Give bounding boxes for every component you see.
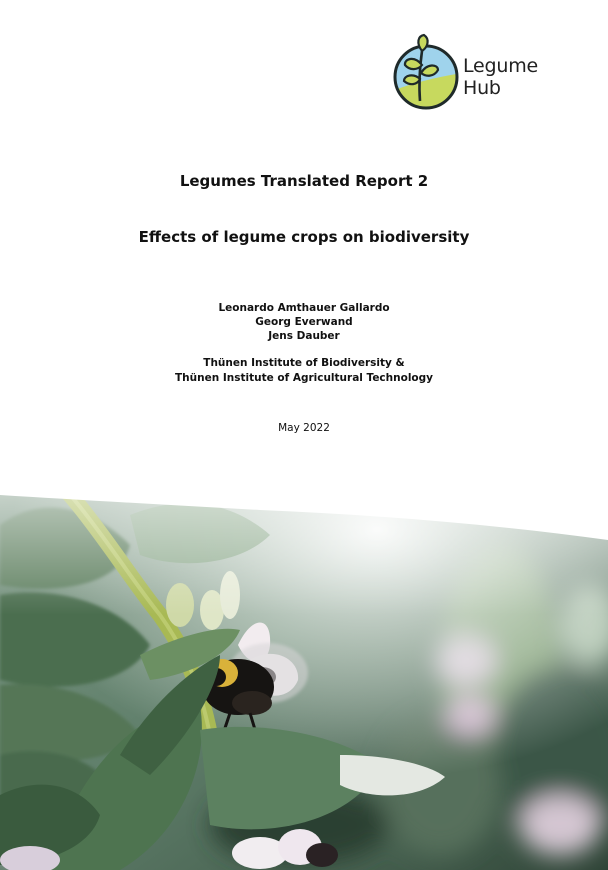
author-name: Jens Dauber [268, 330, 340, 342]
cover-photo [0, 455, 608, 870]
document-title: Effects of legume crops on biodiversity [138, 228, 470, 246]
logo-wordmark [463, 55, 538, 99]
logo-line-2: Hub [463, 77, 501, 99]
legume-hub-logo-icon [392, 33, 462, 111]
author-name: Georg Everwand [255, 316, 353, 328]
logo-line-1: Legume [463, 55, 539, 77]
institute-name: Thünen Institute of Agricultural Technology [175, 372, 433, 384]
publication-date: May 2022 [278, 422, 330, 434]
author-name: Leonardo Amthauer Gallardo [218, 302, 390, 314]
report-series-title: Legumes Translated Report 2 [179, 172, 429, 190]
author-list [0, 301, 608, 343]
legume-hub-logo [392, 33, 552, 113]
bumblebee-on-bean-flower-image [0, 455, 608, 870]
institute-list [0, 356, 608, 386]
institute-name: Thünen Institute of Biodiversity & [203, 357, 405, 369]
